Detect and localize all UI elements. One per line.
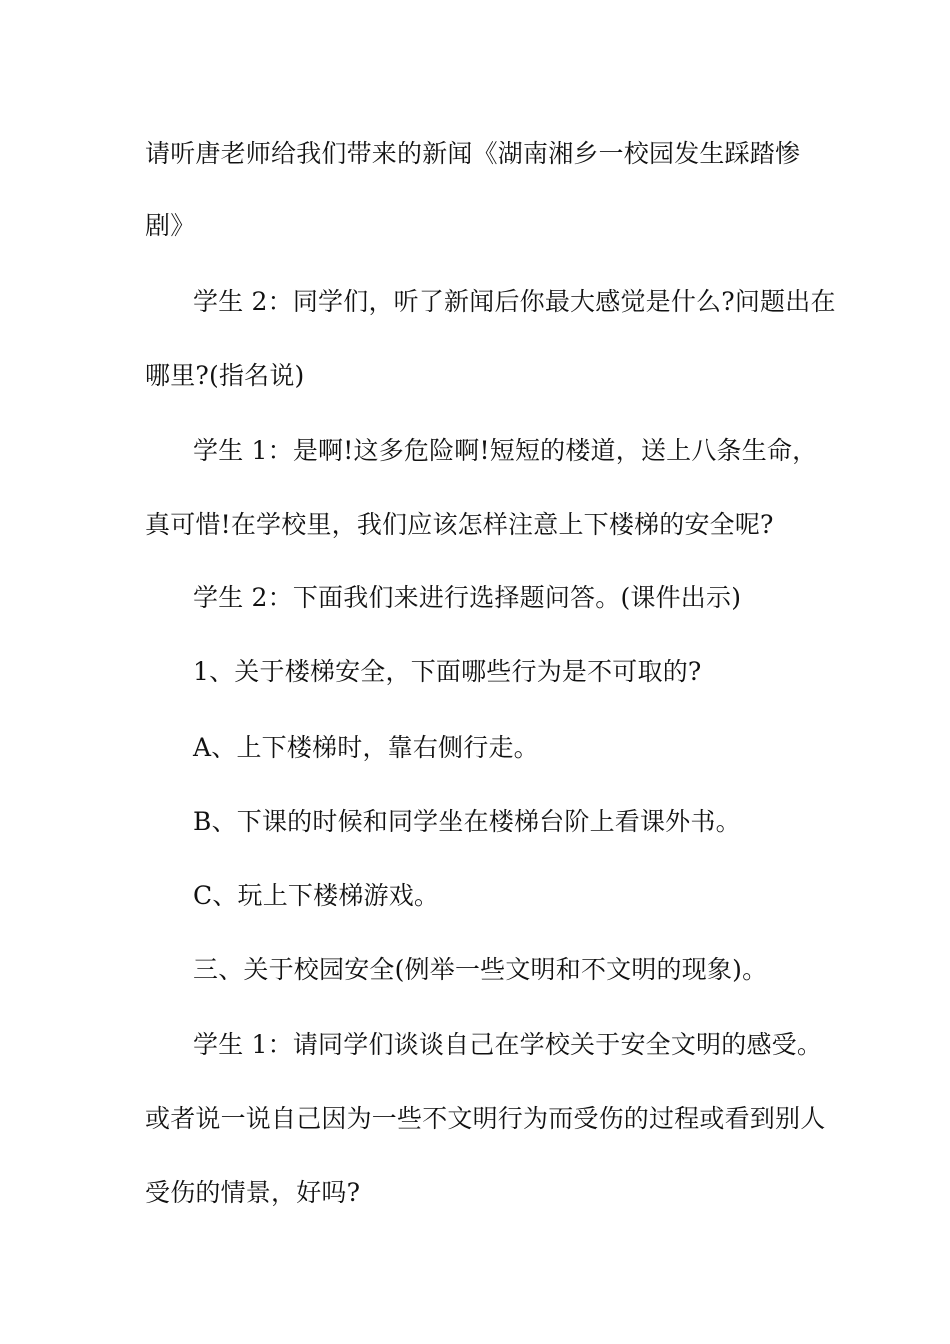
text-line-13: 学生 1：请同学们谈谈自己在学校关于安全文明的感受。 xyxy=(193,1030,823,1059)
text-line-12: 三、关于校园安全(例举一些文明和不文明的现象)。 xyxy=(193,955,768,984)
text-line-4: 哪里?(指名说) xyxy=(145,361,305,390)
text-line-14: 或者说一说自己因为一些不文明行为而受伤的过程或看到别人 xyxy=(145,1104,826,1133)
text-line-10: B、下课的时候和同学坐在楼梯台阶上看课外书。 xyxy=(193,807,741,836)
text-line-5: 学生 1：是啊!这多危险啊!短短的楼道，送上八条生命， xyxy=(193,436,818,465)
text-line-7: 学生 2：下面我们来进行选择题问答。(课件出示) xyxy=(193,583,742,612)
text-line-2: 剧》 xyxy=(145,211,196,240)
text-line-11: C、玩上下楼梯游戏。 xyxy=(193,881,440,910)
text-line-6: 真可惜!在学校里，我们应该怎样注意上下楼梯的安全呢? xyxy=(145,510,774,539)
text-line-9: A、上下楼梯时，靠右侧行走。 xyxy=(193,733,539,762)
text-line-15: 受伤的情景，好吗? xyxy=(145,1178,361,1207)
text-line-1: 请听唐老师给我们带来的新闻《湖南湘乡一校园发生踩踏惨 xyxy=(145,139,801,168)
text-line-3: 学生 2：同学们，听了新闻后你最大感觉是什么?问题出在 xyxy=(193,287,836,316)
text-line-8: 1、关于楼梯安全，下面哪些行为是不可取的? xyxy=(193,657,702,686)
